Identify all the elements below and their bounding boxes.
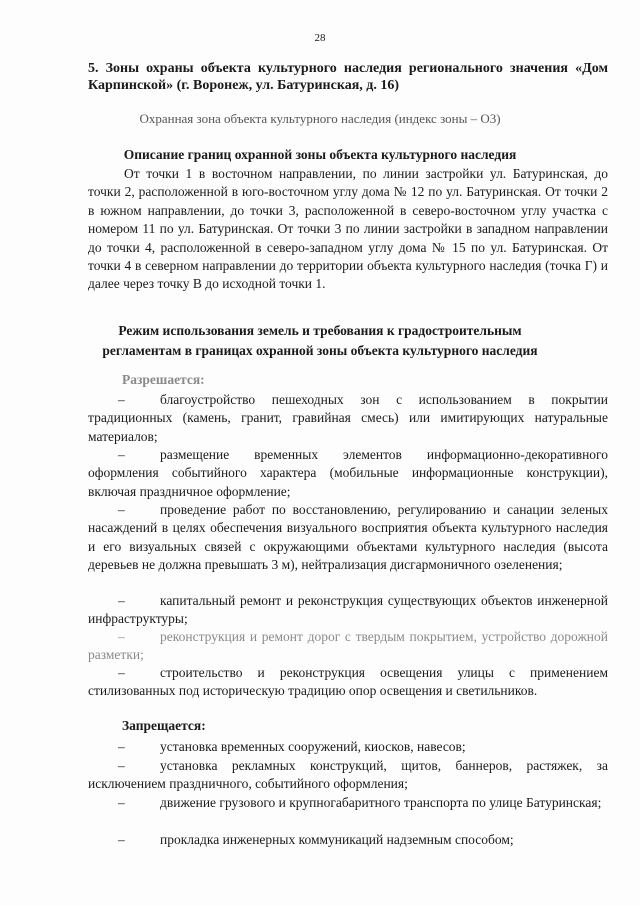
list-dash: – [118,739,125,754]
allowed-label: Разрешается: [122,372,205,387]
zone-label: Охранная зона объекта культурного наследия (индекс зоны – О3) [139,111,501,126]
forbidden-item [88,738,608,756]
allowed-item-text: благоустройство пешеходных зон с использованием в покрытии традиционных (камень, гранит, гравийная смесь) или имитирующих натуральные материалов; [88,392,608,444]
allowed-item [88,501,608,575]
allowed-item-text: капитальный ремонт и реконструкция существующих объектов инженерной инфраструктуры; [88,593,608,627]
list-dash: – [118,795,125,810]
forbidden-item [88,794,608,812]
allowed-item [88,446,608,501]
allowed-item [88,628,608,665]
forbidden-item [88,757,608,794]
forbidden-item [88,831,608,849]
allowed-item [88,391,608,446]
boundaries-text: От точки 1 в восточном направлении, по линии застройки ул. Батуринская, до точки 2, расположенной в юго-восточном углу дома № 12 по ул. Батуринская. От точки 2 в южном направлении, до точки 3, расположенной в северо-восточном углу участка с номером 11 по ул. Батуринская. От точки 3 по линии застройки в западном направлении до точки 4, расположенной в северо-западном углу дома № 15 по ул. Батуринская. От точки 4 в северном направлении до территории объекта культурного наследия (точка Г) и далее через точку В до исходной точки 1. [88,166,608,292]
boundaries-heading: Описание границ охранной зоны объекта культурного наследия [123,147,517,162]
allowed-item [88,592,608,629]
list-dash: – [118,832,125,847]
forbidden-label: Запрещается: [122,718,206,733]
allowed-item-text: реконструкция и ремонт дорог с твердым покрытием, устройство дорожной разметки; [88,629,608,663]
forbidden-item-text: установка временных сооружений, киосков, навесов; [160,739,466,754]
list-dash: – [118,502,125,517]
section-title: 5. Зоны охраны объекта культурного наследия регионального значения «Дом Карпинской» (г. Воронеж, ул. Батуринская, д. 16) [88,61,608,93]
forbidden-item-text: прокладка инженерных коммуникаций надземным способом; [160,832,514,847]
regime-heading-line-1: Режим использования земель и требования к градостроительным [118,323,522,338]
list-dash: – [118,392,125,407]
allowed-item-text: размещение временных элементов информационно-декоративного оформления событийного характера (мобильные информационные конструкции), включая праздничное оформление; [88,447,608,499]
list-dash: – [118,629,125,644]
forbidden-item-text: установка рекламных конструкций, щитов, баннеров, растяжек, за исключением праздничного, событийного оформления; [88,758,608,792]
allowed-item-text: строительство и реконструкция освещения улицы с применением стилизованных под историческую традицию опор освещения и светильников. [88,665,608,699]
regime-heading-line-2: регламентам в границах охранной зоны объекта культурного наследия [102,343,538,358]
allowed-item [88,664,608,701]
allowed-item-text: проведение работ по восстановлению, регулированию и санации зеленых насаждений в целях обеспечения визуального восприятия объекта культурного наследия и его визуальных связей с окружающими объектами культурного наследия (высота деревьев не должна превышать 3 м), нейтрализация дисгармоничного озеленения; [88,502,608,573]
page-number: 28 [314,32,326,44]
list-dash: – [118,593,125,608]
list-dash: – [118,758,125,773]
forbidden-item-text: движение грузового и крупногабаритного транспорта по улице Батуринская; [160,795,602,810]
list-dash: – [118,665,125,680]
list-dash: – [118,447,125,462]
